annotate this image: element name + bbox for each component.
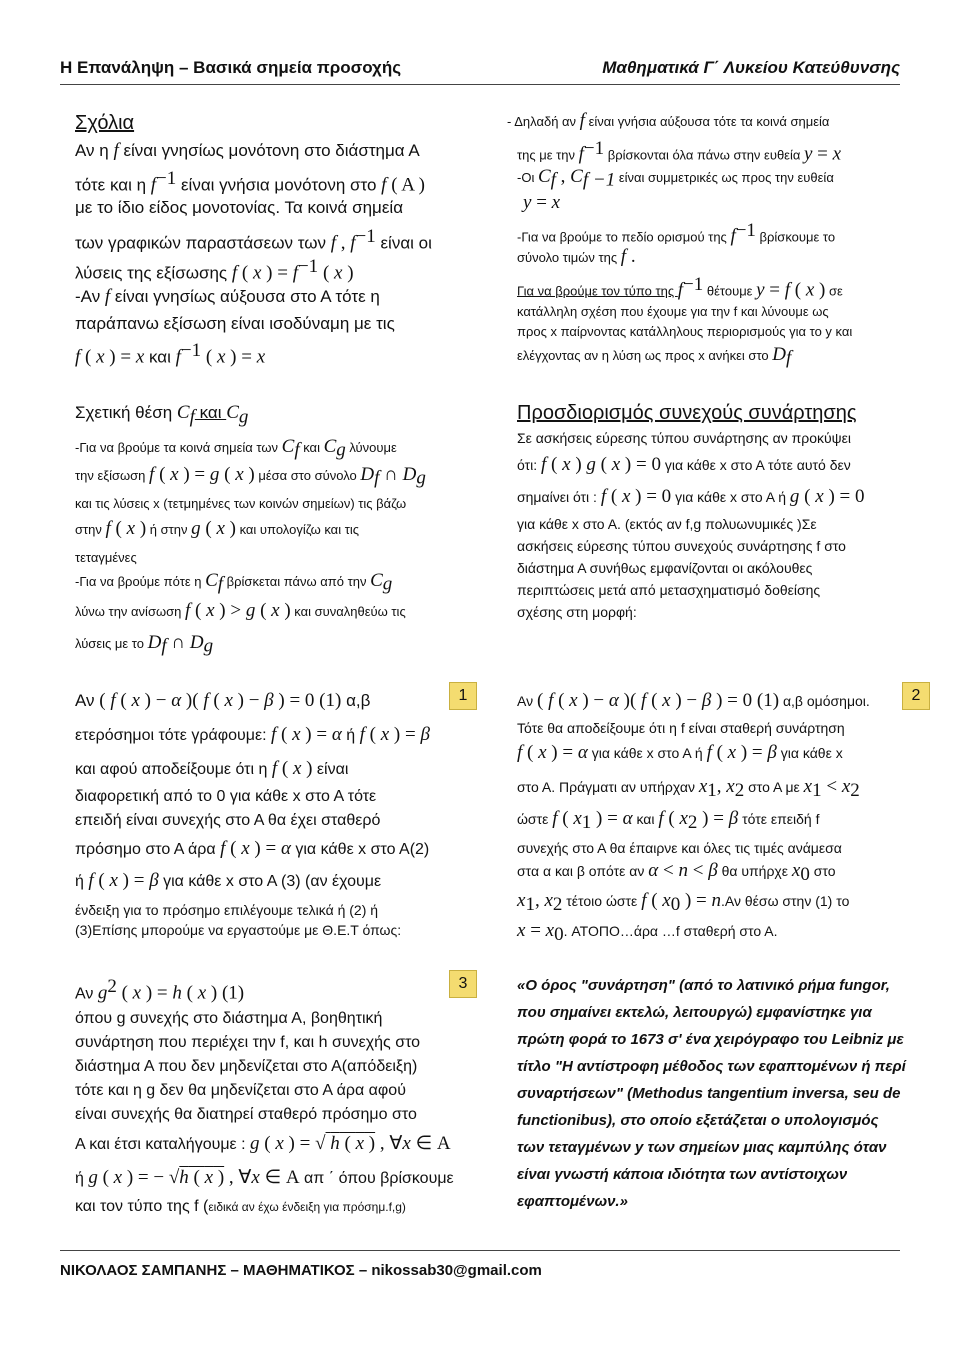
case-line: και τον τύπο της f (ειδικά αν έχω ένδειξη για πρόσημ.f,g) <box>75 1198 406 1215</box>
comments-line: με το ίδιο είδος μονοτονίας. Τα κοινά σημεία <box>75 198 404 217</box>
notes-line: κατάλληλη σχέση που έχουμε για την f και λύνουμε ως <box>517 304 829 319</box>
case-line: στα α και β οπότε αν α < n < β θα υπήρχε $x_0$ στο <box>517 860 836 885</box>
relative-position-title: Σχετική θέση $C_f$ και $C_g$ <box>75 402 249 428</box>
continuity-section <box>517 400 917 630</box>
case-line: (3)Επίσης μπορούμε να εργαστούμε με Θ.Ε.Τ όπως: <box>75 922 402 938</box>
notes-line: ελέγχοντας αν η λύση ως προς x ανήκει στο $D_f$ <box>517 344 792 369</box>
leibniz-quote: «Ο όρος "συνάρτηση" (από το λατινικό ρήμα fungor, που σημαίνει εκτελώ, λειτουργώ) εμφανίστηκε για πρώτη φορά το 1673 σ' ένα χειρόγραφο του Leibniz με τίτλο "Η αντίστροφη μέθοδος των εφαπτομένων ή περί συναρτήσεων" (Methodus tangentium inversa, seu de functionibus), στο οποίο εξετάζεται ο υπολογισμός των τεταγμένων y των σημείων μιας καμπύλης όταν είναι γνωστή κάποια ιδιότητα των αντίστοιχων εφαπτομένων.» <box>517 977 906 1210</box>
case-line: στο Α. Πράγματι αν υπήρχαν $x_1$, $x_2$ στο Α με $x_1 < x_2$ <box>517 776 860 801</box>
continuity-line: διάστημα Α συνήθως εμφανίζονται οι ακόλουθες <box>517 560 813 576</box>
case-2-badge: 2 <box>902 682 930 710</box>
relative-line: λύνω την ανίσωση f ( x ) > g ( x ) και συναληθεύω τις <box>75 600 406 621</box>
case-line: $x = x_0$. ΑΤΟΠΟ…άρα …f σταθερή στο Α. <box>517 920 778 945</box>
case-line: συνεχής στο Α θα έπαιρνε και όλες τις τιμές ανάμεσα <box>517 840 842 856</box>
notes-line: της με την $f^{-1}$ βρίσκονται όλα πάνω στην ευθεία y = x <box>517 138 842 165</box>
relative-line: στην f ( x ) ή στην g ( x ) και υπολογίζω και τις <box>75 518 359 539</box>
case-line: διάστημα Α που δεν μηδενίζεται στο Α(απόδειξη) <box>75 1058 418 1075</box>
case-line: επειδή είναι συνεχής στο Α θα έχει σταθερό <box>75 812 381 829</box>
relative-line: -Για να βρούμε τα κοινά σημεία των $C_f$ και $C_g$ λύνουμε <box>75 436 397 461</box>
continuity-line: Σε ασκήσεις εύρεσης τύπου συνάρτησης αν προκύψει <box>517 430 851 446</box>
continuity-line: ότι: f ( x ) g ( x ) = 0 για κάθε x στο Α τότε αυτό δεν <box>517 454 851 475</box>
notes-line: Για να βρούμε τον τύπο της $f^{-1}$ θέτουμε y = f ( x ) σε <box>517 274 843 301</box>
case-line: Α και έτσι καταλήγουμε : g ( x ) = √ h ( $\overline{x}$ ) , ∀x ∈ Α <box>75 1133 451 1154</box>
footer-rule <box>60 1250 900 1251</box>
notes-line: - Δηλαδή αν f είναι γνήσια αύξουσα τότε τα κοινά σημεία <box>507 110 830 131</box>
case-line: συνάρτηση που περιέχει την f, και h συνεχής στο <box>75 1034 421 1051</box>
comments-title: Σχόλια <box>75 112 135 134</box>
comments-line: των γραφικών παραστάσεων των f , $f^{-1}$ είναι οι <box>75 226 432 254</box>
relative-position-section <box>75 400 495 660</box>
case-line: ένδειξη για το πρόσημο επιλέγουμε τελικά ή (2) ή <box>75 902 379 918</box>
comments-section <box>75 108 495 368</box>
case-line: όπου g συνεχής στο διάστημα Α, βοηθητική <box>75 1010 383 1027</box>
notes-line: -Για να βρούμε το πεδίο ορισμού της $f^{-1}$ βρίσκουμε το <box>517 220 836 247</box>
notes-line: σύνολο τιμών της f . <box>517 246 636 267</box>
comments-line: τότε και η $f^{-1}$ είναι γνήσια μονότονη στο f ( A ) <box>75 168 425 196</box>
relative-line: τεταγμένες <box>75 550 137 565</box>
notes-line: προς x παίρνοντας κατάλληλους περιορισμούς για το y και <box>517 324 853 339</box>
case-2-box <box>517 680 921 945</box>
case-line: διαφορετική από το 0 για κάθε x στο Α τότε <box>75 788 377 805</box>
case-line: είναι συνεχής θα διατηρεί σταθερό πρόσημο στο <box>75 1106 417 1123</box>
case-line: Αν ( f ( x ) − α )( f ( x ) − β ) = 0 (1) α,β <box>75 690 371 711</box>
header-left-title: Η Επανάληψη – Βασικά σημεία προσοχής <box>60 58 402 77</box>
notes-line: -Οι $C_f$ , $C_{f -1}$ είναι συμμετρικές ως προς την ευθεία <box>517 166 834 191</box>
case-1-badge: 1 <box>449 682 477 710</box>
continuity-title: Προσδιορισμός συνεχούς συνάρτησης <box>517 402 857 424</box>
case-line: f ( x ) = α για κάθε x στο Α ή f ( x ) = β για κάθε x <box>517 742 843 763</box>
case-1-box <box>75 680 495 940</box>
footer-author: ΝΙΚΟΛΑΟΣ ΣΑΜΠΑΝΗΣ – ΜΑΘΗΜΑΤΙΚΟΣ – nikossab30@gmail.com <box>60 1262 542 1279</box>
case-3-badge: 3 <box>449 970 477 998</box>
continuity-line: σχέσης στη μορφή: <box>517 604 637 620</box>
relative-line: και τις λύσεις x (τετμημένες των κοινών σημείων) τις βάζω <box>75 496 407 511</box>
case-3-box <box>75 970 495 1225</box>
continuity-line: για κάθε x στο Α. (εκτός αν f,g πολυωνυμικές )Σε <box>517 516 817 532</box>
case-line: ή f ( x ) = β για κάθε x στο Α (3) (αν έχουμε <box>75 870 382 891</box>
case-line: ετερόσημοι τότε γράφουμε: f ( x ) = α ή f ( x ) = β <box>75 724 430 745</box>
continuity-line: ασκήσεις εύρεσης τύπου συνεχούς συνάρτησης f στο <box>517 538 846 554</box>
case-line: τότε και η g δεν θα μηδενίζεται στο Α άρα αφού <box>75 1082 406 1099</box>
case-line: και αφού αποδείξουμε ότι η f ( x ) είναι <box>75 758 349 779</box>
inverse-notes-section <box>507 106 917 369</box>
case-line: πρόσημο στο Α άρα f ( x ) = α για κάθε x στο Α(2) <box>75 838 430 859</box>
relative-line: λύσεις με το $D_f$ ∩ $D_g$ <box>75 632 214 657</box>
continuity-line: περιπτώσεις μετά από μετασχηματισμό δοθείσης <box>517 582 821 598</box>
case-line: ώστε f ( $x_1$ ) = α και f ( $x_2$ ) = β τότε επειδή f <box>517 808 820 833</box>
comments-line: παράπανω εξίσωση είναι ισοδύναμη με τις <box>75 314 395 333</box>
continuity-line: σημαίνει ότι : f ( x ) = 0 για κάθε x στο Α ή g ( x ) = 0 <box>517 486 865 507</box>
comments-line: -Αν f είναι γνησίως αύξουσα στο Α τότε η <box>75 286 380 307</box>
case-line: Τότε θα αποδείξουμε ότι η f είναι σταθερή συνάρτηση <box>517 720 845 736</box>
notes-math: y = x <box>523 192 561 213</box>
relative-line: την εξίσωση f ( x ) = g ( x ) μέσα στο σύνολο $D_f$ ∩ $D_g$ <box>75 464 426 489</box>
case-line: Αν $g^2$ ( x ) = h ( x ) (1) <box>75 976 245 1004</box>
relative-line: -Για να βρούμε πότε η $C_f$ βρίσκεται πάνω από την $C_g$ <box>75 570 393 595</box>
comments-line: λύσεις της εξίσωσης f ( x ) = $f^{-1}$ ( x ) <box>75 256 354 284</box>
header-rule <box>60 84 900 85</box>
case-line: $x_1$, $x_2$ τέτοιο ώστε f ( $x_0$ ) = n.Αν θέσω στην (1) το <box>517 890 850 915</box>
header-right-title: Μαθηματικά Γ΄ Λυκείου Κατεύθυνσης <box>602 58 900 77</box>
comments-line: Αν η f είναι γνησίως μονότονη στο διάστημα Α <box>75 140 420 161</box>
comments-line: f ( x ) = x και $f^{-1}$ ( x ) = x <box>75 340 266 368</box>
case-line: ή g ( x ) = − √h ( $\overline{x}$ ) , ∀x ∈ Α απ ΄ όπου βρίσκουμε <box>75 1167 454 1188</box>
case-line: Αν ( f ( x ) − α )( f ( x ) − β ) = 0 (1) α,β ομόσημοι. <box>517 690 870 711</box>
